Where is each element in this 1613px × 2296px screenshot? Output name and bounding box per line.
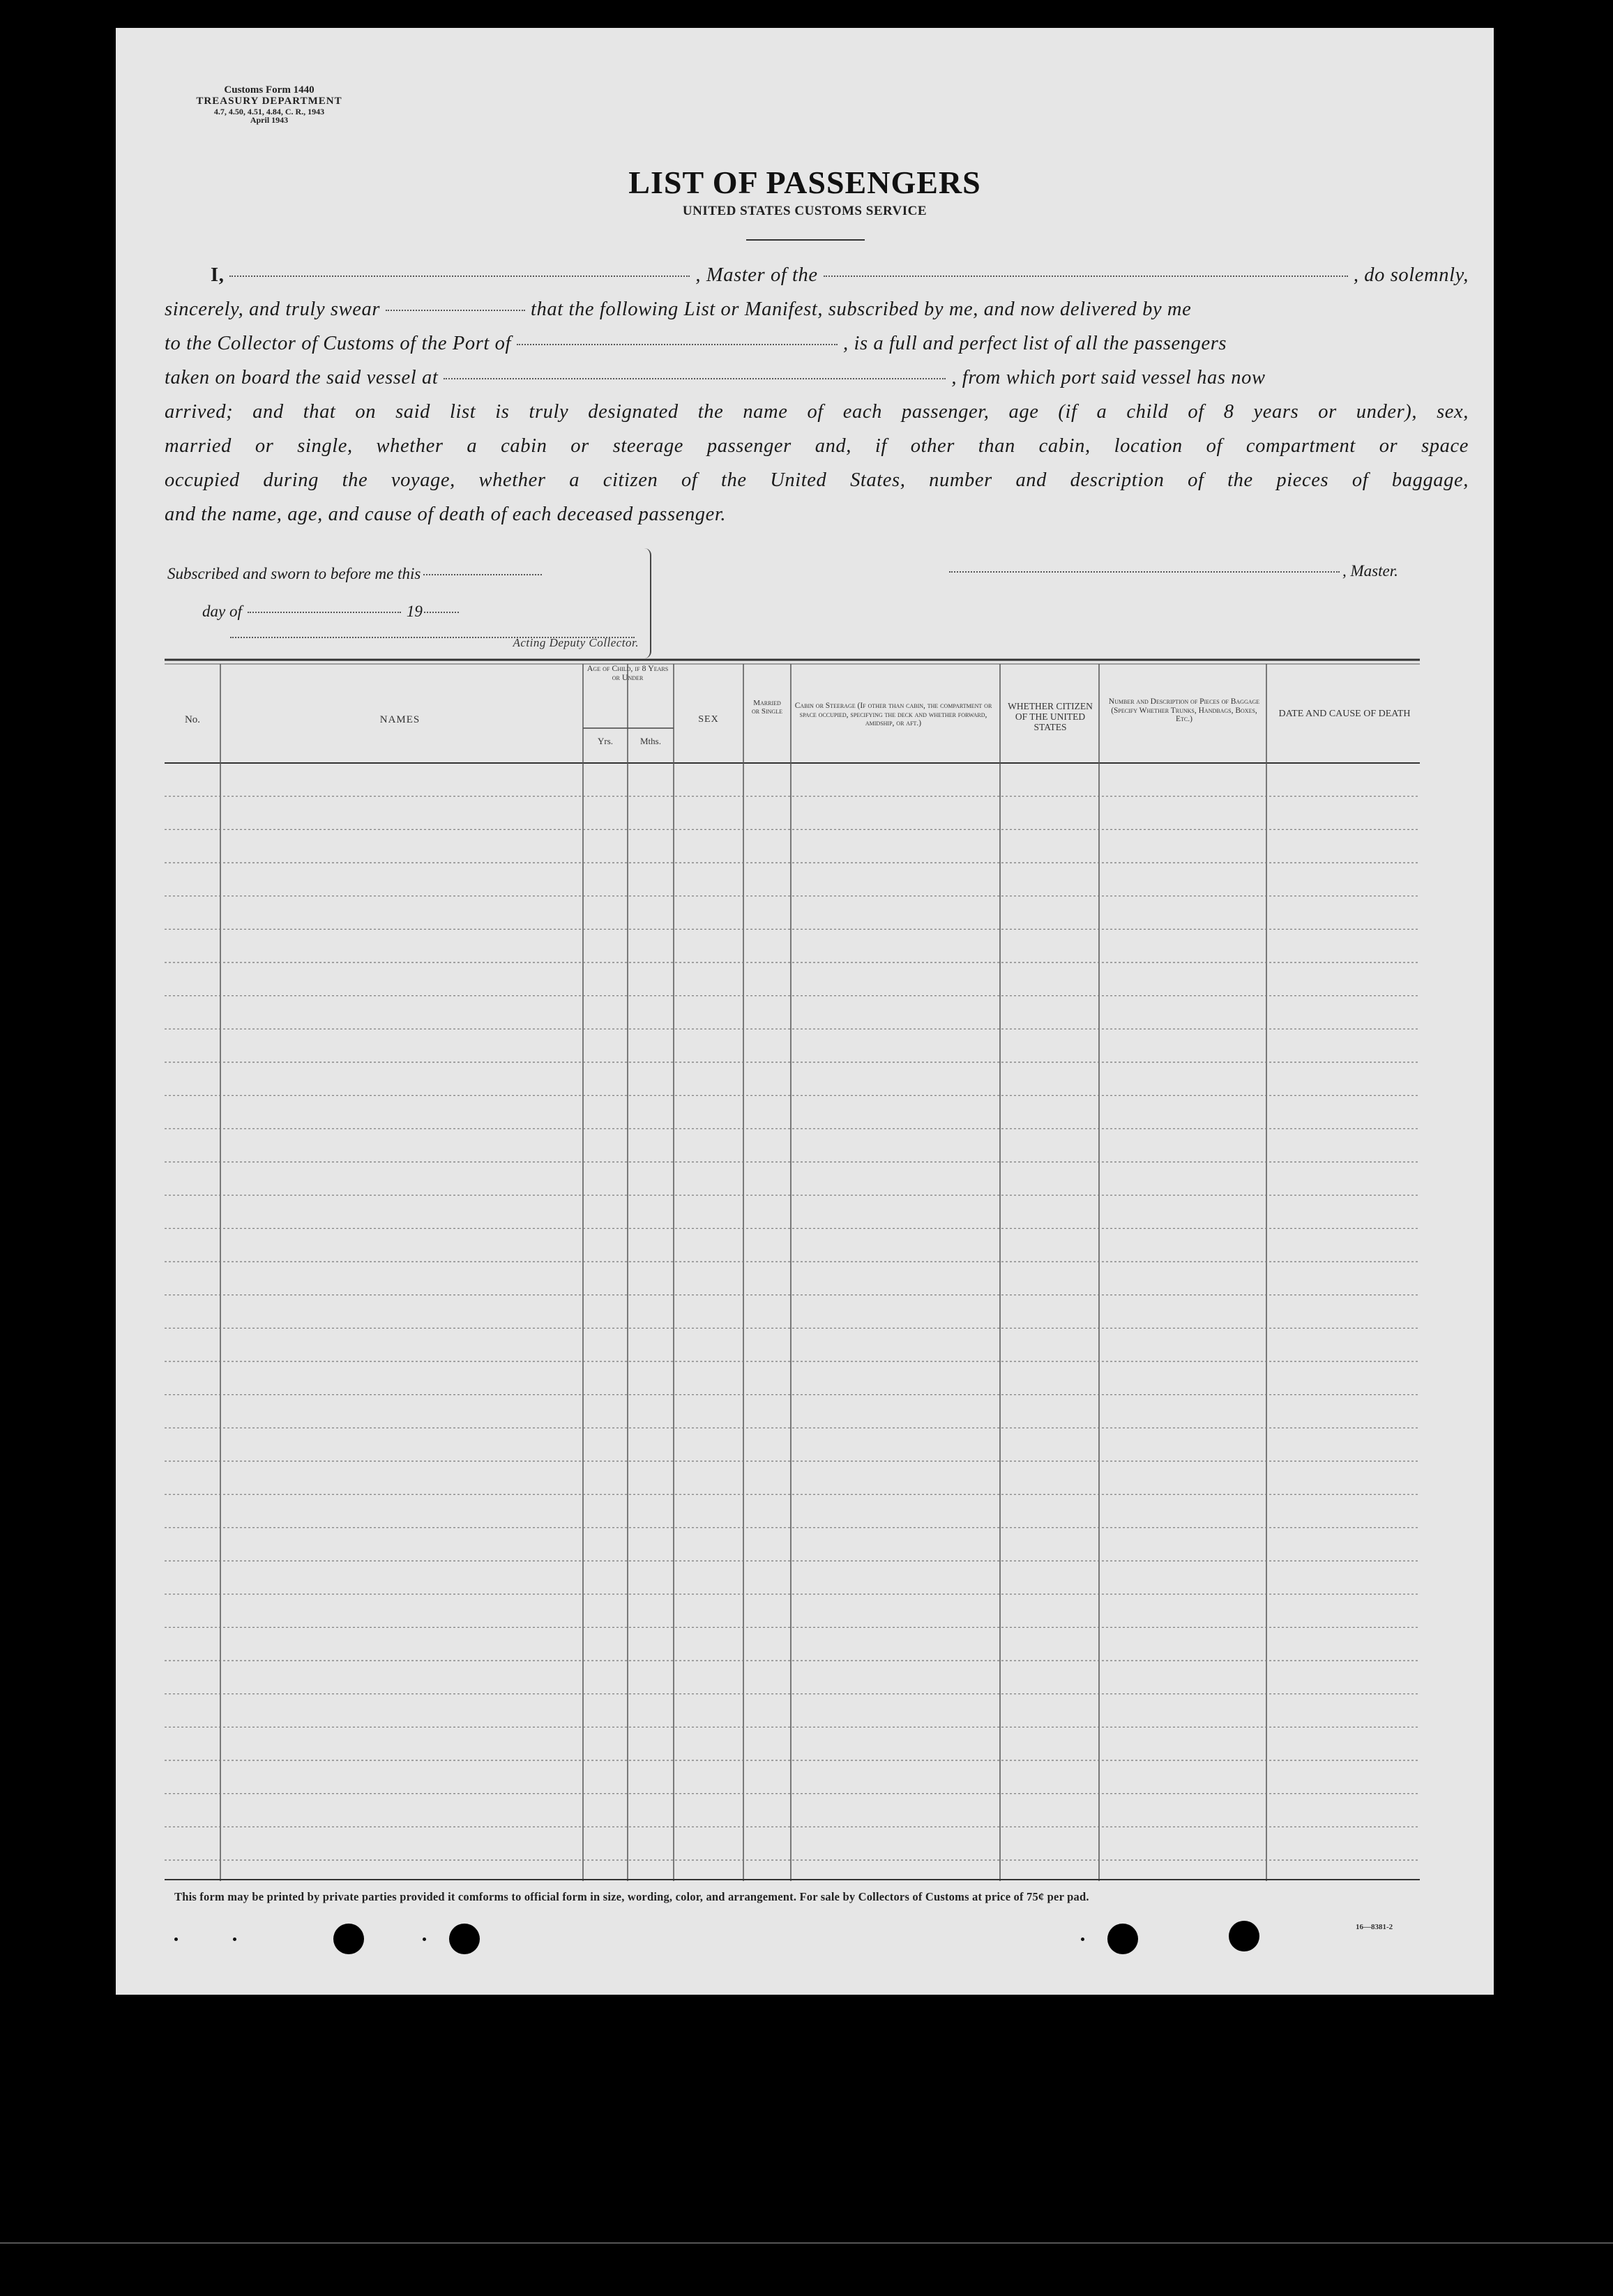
binder-hole bbox=[449, 1924, 480, 1954]
oath-text: sincerely, and truly swear bbox=[165, 299, 381, 320]
passenger-table bbox=[165, 658, 1420, 1881]
form-number: Customs Form 1440 bbox=[224, 84, 315, 96]
header-cabin: Cabin or Steerage (If other than cabin, the compartment or space occupied, specifying the deck and whether forward, amidship, or aft.) bbox=[794, 702, 992, 728]
form-sheet bbox=[116, 28, 1494, 1995]
sworn-line-2 bbox=[167, 603, 635, 640]
header-names: NAMES bbox=[379, 714, 421, 725]
oath-text: taken on board the said vessel at bbox=[165, 367, 439, 388]
header-age-group: Age of Child, if 8 Years or Under bbox=[586, 663, 669, 683]
port-field[interactable] bbox=[517, 344, 838, 345]
header-no: No. bbox=[184, 714, 201, 725]
signature-bracket bbox=[640, 548, 651, 658]
speck bbox=[174, 1938, 178, 1941]
swear-field[interactable] bbox=[386, 310, 525, 311]
master-signature-field[interactable] bbox=[949, 571, 1340, 573]
form-regulations: 4.7, 4.50, 4.51, 4.84, C. R., 1943 bbox=[213, 106, 325, 116]
speck bbox=[233, 1938, 236, 1941]
year-field[interactable] bbox=[424, 612, 459, 613]
table-grid bbox=[165, 658, 1420, 1881]
header-death: DATE AND CAUSE OF DEATH bbox=[1278, 709, 1411, 719]
oath-line-4 bbox=[165, 361, 1469, 395]
speck bbox=[423, 1938, 426, 1941]
oath-line-5: arrived; and that on said list is truly designated the name of each passenger, age (if a child of 8 years or under), sex, bbox=[165, 401, 1469, 423]
header-mths: Mths. bbox=[640, 736, 661, 746]
binder-hole bbox=[333, 1924, 364, 1954]
oath-text: , do solemnly, bbox=[1353, 264, 1469, 286]
oath-line-1 bbox=[165, 258, 1469, 292]
oath-paragraph bbox=[165, 258, 1469, 531]
footer-note: This form may be printed by private parties provided it comforms to official form in size, wording, color, and arrangement. For sale by Collectors of Customs at price of 75¢ per pad. bbox=[174, 1890, 1089, 1903]
oath-text: , Master of the bbox=[695, 264, 818, 286]
header-married: Married or Single bbox=[752, 699, 782, 716]
oath-text: that the following List or Manifest, subscribed by me, and now delivered by me bbox=[531, 299, 1192, 320]
oath-text: , from which port said vessel has now bbox=[951, 367, 1266, 388]
header-sex: SEX bbox=[698, 714, 719, 725]
binder-hole bbox=[1107, 1924, 1138, 1954]
master-text: , Master. bbox=[1342, 562, 1398, 580]
oath-line-3 bbox=[165, 326, 1469, 361]
year-prefix: 19 bbox=[406, 603, 423, 620]
print-code: 16—8381-2 bbox=[1356, 1923, 1393, 1931]
sworn-line-1 bbox=[167, 565, 635, 603]
form-department: TREASURY DEPARTMENT bbox=[196, 95, 342, 107]
form-identifier bbox=[172, 85, 367, 125]
origin-port-field[interactable] bbox=[444, 378, 946, 379]
oath-line-8: and the name, age, and cause of death of each deceased passenger. bbox=[165, 504, 727, 525]
master-name-field[interactable] bbox=[229, 275, 690, 277]
page-title: LIST OF PASSENGERS bbox=[628, 165, 981, 200]
speck bbox=[1081, 1938, 1084, 1941]
acting-deputy-collector: Acting Deputy Collector. bbox=[513, 636, 639, 649]
day-of-text: day of bbox=[202, 603, 242, 620]
month-field[interactable] bbox=[248, 612, 401, 613]
oath-line-7: occupied during the voyage, whether a citizen of the United States, number and description of the pieces of baggage, bbox=[165, 469, 1469, 491]
oath-line-2 bbox=[165, 292, 1469, 326]
page-subtitle: UNITED STATES CUSTOMS SERVICE bbox=[682, 204, 927, 218]
header-baggage: Number and Description of Pieces of Baggage (Specify Whether Trunks, Handbags, Boxes, Etc.) bbox=[1108, 697, 1260, 724]
header-yrs: Yrs. bbox=[597, 736, 614, 746]
scanner-edge-line bbox=[0, 2242, 1613, 2244]
oath-i: I, bbox=[211, 264, 225, 286]
sworn-date-field[interactable] bbox=[423, 574, 542, 575]
header-citizen: WHETHER CITIZEN OF THE UNITED STATES bbox=[1008, 701, 1093, 732]
subscribed-text: Subscribed and sworn to before me this bbox=[167, 565, 421, 582]
oath-text: , is a full and perfect list of all the passengers bbox=[843, 333, 1227, 354]
title-rule bbox=[746, 239, 865, 241]
binder-hole bbox=[1229, 1921, 1259, 1951]
master-signature bbox=[949, 562, 1398, 580]
vessel-name-field[interactable] bbox=[824, 275, 1348, 277]
form-date: April 1943 bbox=[250, 115, 289, 126]
oath-line-6: married or single, whether a cabin or steerage passenger and, if other than cabin, location of compartment or space bbox=[165, 435, 1469, 457]
oath-text: to the Collector of Customs of the Port of bbox=[165, 333, 512, 354]
